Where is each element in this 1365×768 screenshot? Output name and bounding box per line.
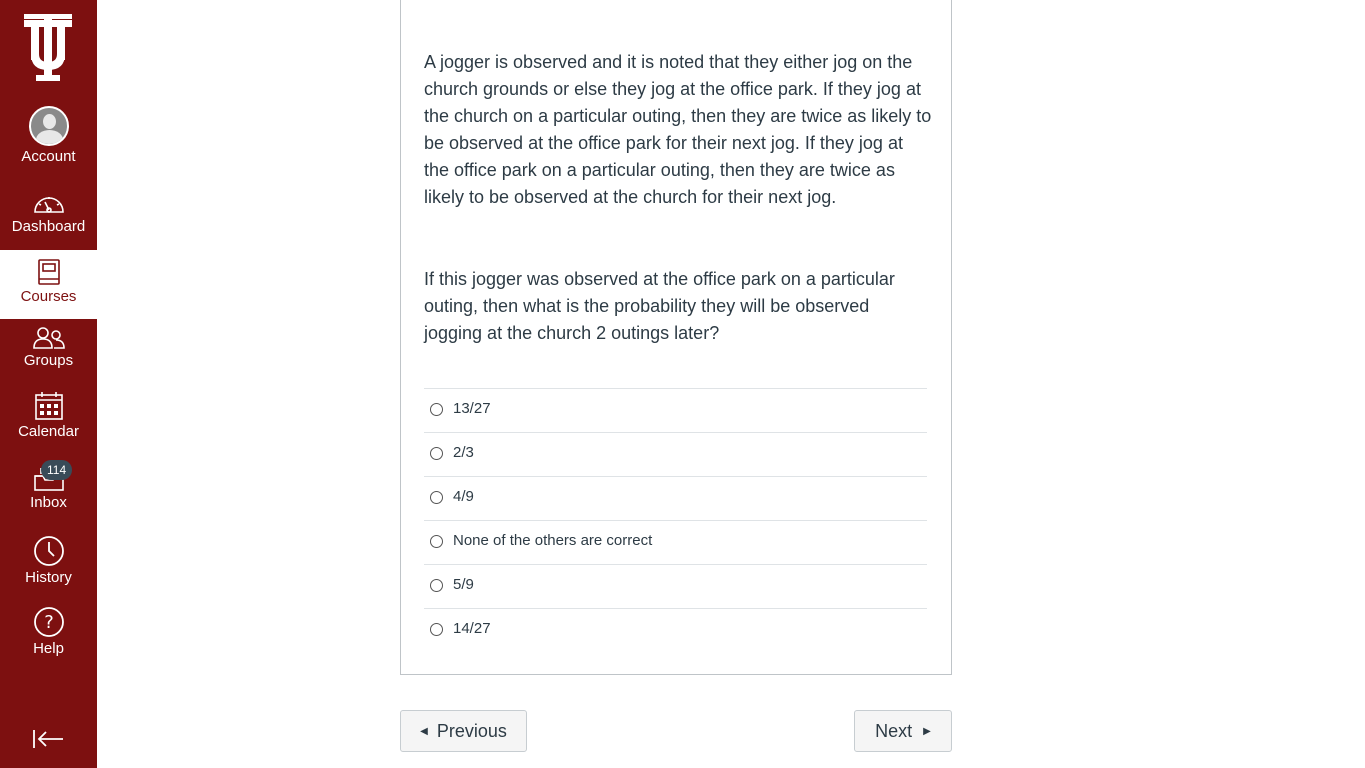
- nav-dashboard-label: Dashboard: [11, 218, 86, 235]
- nav-inbox[interactable]: [0, 462, 97, 511]
- collapse-nav-button[interactable]: [32, 727, 64, 756]
- book-icon: [36, 258, 62, 286]
- answer-list: [424, 388, 927, 652]
- global-nav: [0, 0, 97, 768]
- answer-option[interactable]: [424, 520, 927, 564]
- nav-help-label: Help: [33, 640, 64, 657]
- answer-option[interactable]: [424, 388, 927, 432]
- answer-option[interactable]: [424, 608, 927, 652]
- help-icon: [33, 606, 65, 638]
- answer-option[interactable]: [424, 564, 927, 608]
- answer-label[interactable]: 4/9: [453, 488, 474, 505]
- nav-help[interactable]: [0, 606, 97, 657]
- nav-groups[interactable]: [0, 326, 97, 369]
- answer-radio[interactable]: [430, 579, 443, 592]
- answer-radio[interactable]: [430, 403, 443, 416]
- answer-label[interactable]: 13/27: [453, 400, 491, 417]
- answer-label[interactable]: 5/9: [453, 576, 474, 593]
- answer-radio[interactable]: [430, 623, 443, 636]
- nav-account[interactable]: [0, 106, 97, 165]
- groups-icon: [32, 326, 66, 350]
- caret-right-icon: ▶: [923, 725, 931, 737]
- answer-option[interactable]: [424, 432, 927, 476]
- question-text-paragraph-1: A jogger is observed and it is noted that they either jog on the church grounds or else they jog at the office park. If they jog at the church on a particular outing, then they are twice as likely to be observed at the office park for their next jog. If they jog at the office park on a particular outing, then they are twice as likely to be observed at the church for their next jog.: [424, 52, 932, 207]
- next-button[interactable]: [854, 710, 952, 752]
- answer-radio[interactable]: [430, 535, 443, 548]
- answer-radio[interactable]: [430, 491, 443, 504]
- nav-courses[interactable]: [0, 250, 97, 319]
- answer-label[interactable]: None of the others are correct: [453, 532, 653, 549]
- caret-left-icon: ◀: [420, 725, 428, 737]
- nav-inbox-label: Inbox: [30, 494, 67, 511]
- question-text-paragraph-2: If this jogger was observed at the office park on a particular outing, then what is the probability they will be observed jogging at the church 2 outings later?: [424, 269, 895, 343]
- calendar-icon: [34, 391, 64, 421]
- arrow-left-collapse-icon: [32, 727, 64, 751]
- nav-calendar-label: Calendar: [18, 423, 79, 440]
- clock-icon: [33, 535, 65, 567]
- dashboard-icon: [32, 190, 66, 216]
- previous-button[interactable]: [400, 710, 527, 752]
- nav-dashboard[interactable]: [0, 190, 97, 235]
- nav-history-label: History: [25, 569, 72, 586]
- nav-groups-label: Groups: [23, 352, 74, 369]
- nav-account-label: Account: [21, 148, 76, 165]
- next-button-label: Next: [875, 720, 913, 741]
- nav-calendar[interactable]: [0, 391, 97, 440]
- nav-history[interactable]: [0, 535, 97, 586]
- answer-radio[interactable]: [430, 447, 443, 460]
- previous-button-label: Previous: [436, 720, 507, 741]
- avatar: [29, 106, 69, 146]
- svg-text:?: ?: [43, 612, 54, 633]
- nav-courses-label: Courses: [20, 288, 77, 305]
- answer-label[interactable]: 2/3: [453, 444, 474, 461]
- iu-logo[interactable]: [20, 14, 76, 84]
- answer-label[interactable]: 14/27: [453, 620, 491, 637]
- question-card: [400, 0, 952, 675]
- inbox-unread-badge: 114: [41, 460, 72, 480]
- answer-option[interactable]: [424, 476, 927, 520]
